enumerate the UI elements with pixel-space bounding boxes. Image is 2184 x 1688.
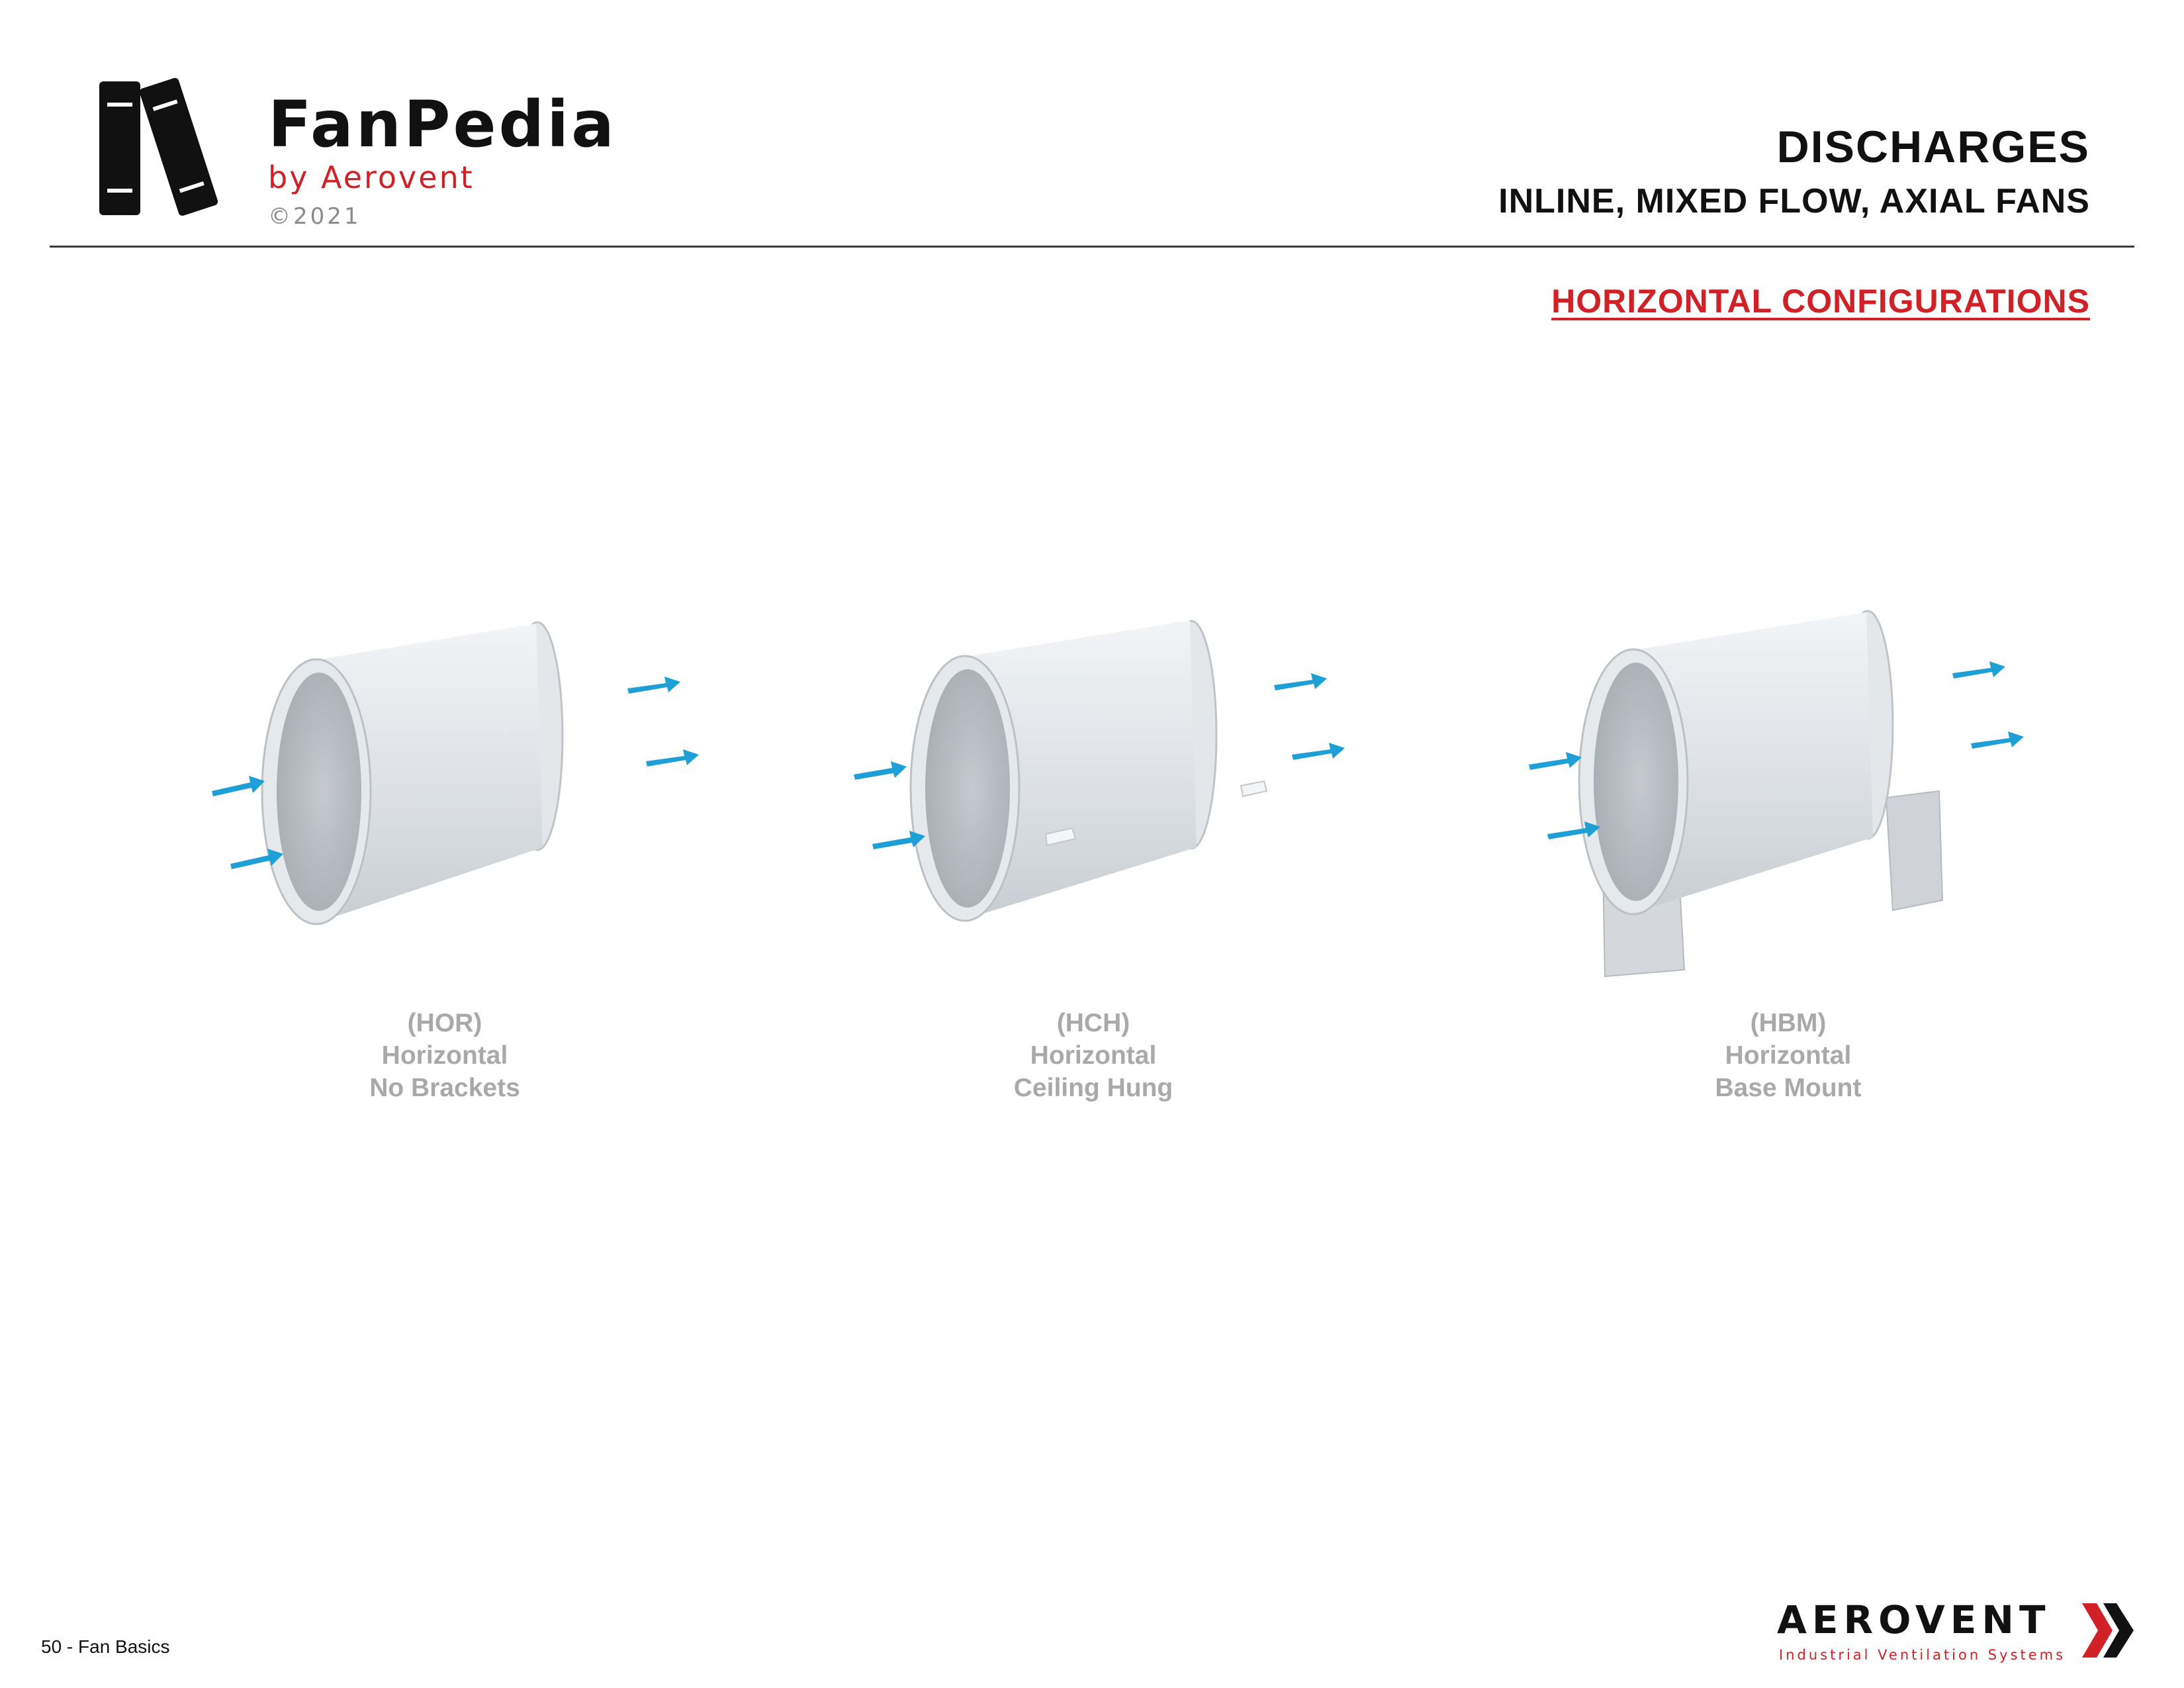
- figure-code: (HBM): [1750, 1009, 1827, 1037]
- figure-line1: Horizontal: [1725, 1041, 1852, 1070]
- logo-wordmark: FanPedia: [268, 87, 617, 162]
- page-number-label: 50 - Fan Basics: [41, 1636, 170, 1657]
- section-heading-link[interactable]: HORIZONTAL CONFIGURATIONS: [1551, 283, 2090, 320]
- figure-caption-hch: [895, 1007, 1292, 1104]
- header-divider: [50, 246, 2134, 248]
- chevron-right-icon: [2078, 1601, 2138, 1660]
- logo-byline: by Aerovent: [268, 160, 475, 195]
- footer-brand-wordmark: AEROVENT: [1777, 1597, 2051, 1642]
- fan-hch-illustration: [847, 606, 1363, 937]
- page-subtitle: INLINE, MIXED FLOW, AXIAL FANS: [1498, 182, 2090, 220]
- page-title: DISCHARGES: [1776, 122, 2090, 172]
- fan-hor-illustration: [199, 609, 715, 940]
- figure-line2: No Brackets: [369, 1074, 520, 1102]
- footer-brand-tagline: Industrial Ventilation Systems: [1779, 1647, 2066, 1663]
- figure-line2: Ceiling Hung: [1013, 1074, 1173, 1102]
- fan-hbm-illustration: [1516, 599, 2032, 983]
- figure-line1: Horizontal: [381, 1041, 508, 1070]
- figure-code: (HOR): [407, 1009, 482, 1037]
- figure-line2: Base Mount: [1715, 1074, 1862, 1102]
- figure-caption-hor: [246, 1007, 643, 1104]
- figure-line1: Horizontal: [1030, 1041, 1157, 1070]
- figure-caption-hbm: [1590, 1007, 1987, 1104]
- logo-copyright: ©2021: [268, 203, 361, 230]
- figure-code: (HCH): [1056, 1009, 1130, 1037]
- logo-books-icon: [93, 76, 238, 222]
